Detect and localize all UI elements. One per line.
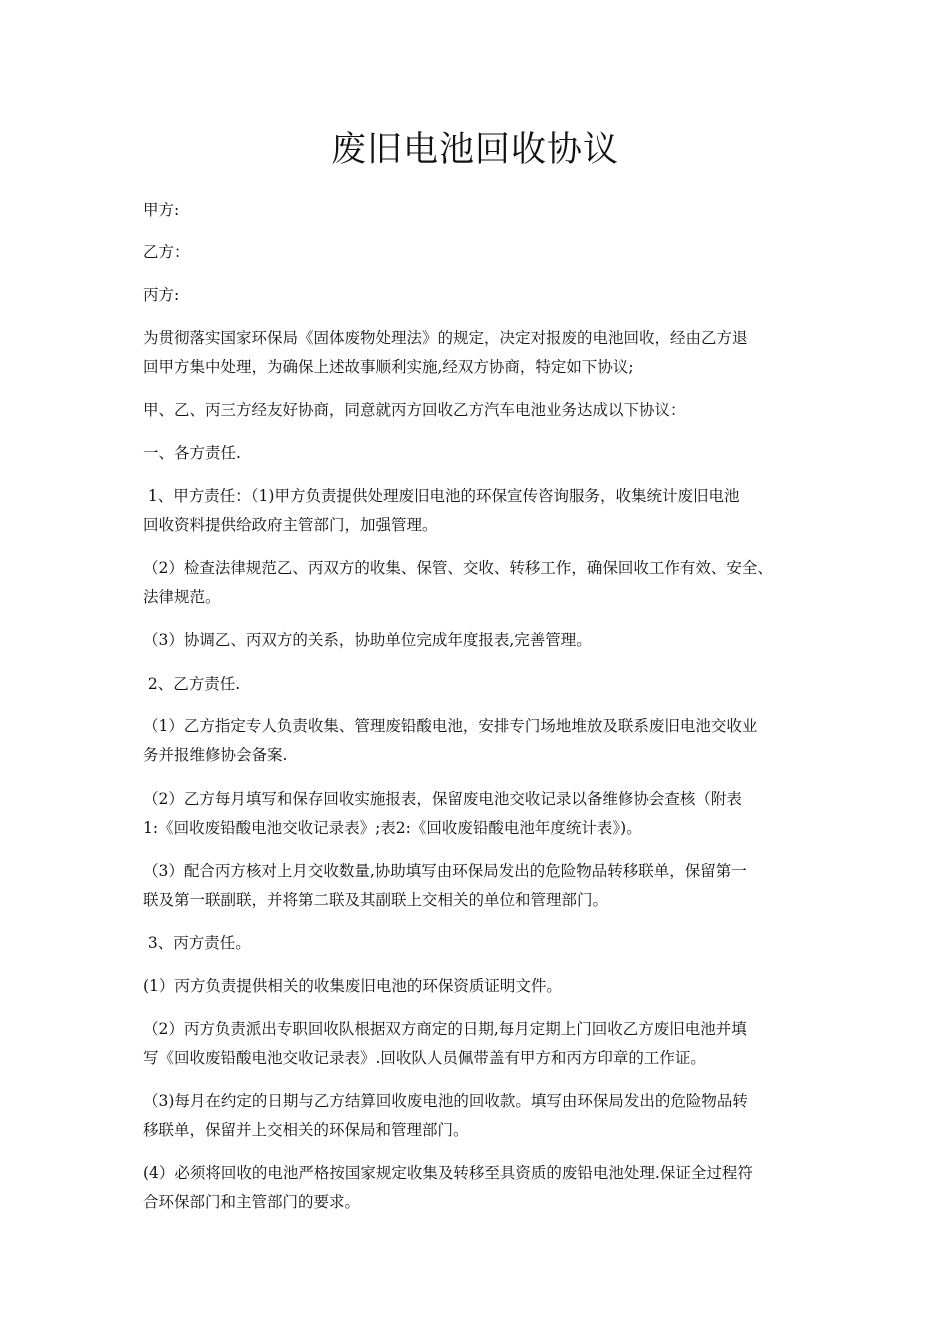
intro-line-2: 回甲方集中处理，为确保上述故事顺利实施,经双方协商，特定如下协议; — [143, 358, 634, 376]
party-a-responsibility-line-1: 1、甲方责任：（1)甲方负责提供处理废旧电池的环保宣传咨询服务，收集统计废旧电池 — [143, 487, 740, 505]
party-b-item-3-line-2: 联及第一联副联，并将第二联及其副联上交相关的单位和管理部门。 — [143, 891, 609, 909]
party-b-heading: 2、乙方责任. — [143, 675, 241, 693]
party-a-item-2-line-2: 法律规范。 — [143, 588, 221, 606]
party-c-label: 丙方: — [143, 286, 180, 304]
party-b-item-3 — [143, 857, 823, 915]
party-c-item-2 — [143, 1015, 823, 1073]
party-a-item-2 — [143, 554, 823, 612]
intro-line-1: 为贯彻落实国家环保局《固体废物处理法》的规定，决定对报废的电池回收，经由乙方退 — [143, 329, 748, 347]
intro-paragraph — [143, 324, 823, 382]
party-c-item-4-line-1: (4）必须将回收的电池严格按国家规定收集及转移至具资质的废铅电池处理.保证全过程符 — [143, 1164, 753, 1182]
party-b-label: 乙方： — [143, 243, 190, 261]
section-1-heading: 一、各方责任. — [143, 444, 241, 462]
party-b-item-2-line-2: 1:《回收废铅酸电池交收记录表》;表2:《回收废铅酸电池年度统计表》)。 — [143, 819, 642, 837]
party-c-item-1: (1）丙方负责提供相关的收集废旧电池的环保资质证明文件。 — [143, 977, 562, 995]
party-a-item-3: （3）协调乙、丙双方的关系，协助单位完成年度报表,完善管理。 — [143, 631, 592, 649]
party-c-item-4-line-2: 合环保部门和主管部门的要求。 — [143, 1193, 361, 1211]
party-b-item-1-line-2: 务并报维修协会备案. — [143, 746, 288, 764]
party-c-heading: 3、丙方责任。 — [143, 934, 251, 952]
party-b-item-1-line-1: （1）乙方指定专人负责收集、管理废铅酸电池，安排专门场地堆放及联系废旧电池交收业 — [143, 717, 758, 735]
party-b-item-1 — [143, 712, 823, 770]
party-c-item-3 — [143, 1087, 823, 1145]
party-b-item-3-line-1: （3）配合丙方核对上月交收数量,协助填写由环保局发出的危险物品转移联单，保留第一 — [143, 862, 747, 880]
party-a-item-2-line-1: （2）检查法律规范乙、丙双方的收集、保管、交收、转移工作，确保回收工作有效、安全、 — [143, 559, 773, 577]
party-c-item-2-line-1: （2）丙方负责派出专职回收队根据双方商定的日期,每月定期上门回收乙方废旧电池并填 — [143, 1020, 747, 1038]
party-a-label: 甲方: — [143, 201, 180, 219]
party-c-item-4 — [143, 1159, 823, 1217]
party-a-responsibility — [143, 482, 823, 540]
party-b-item-2-line-1: （2）乙方每月填写和保存回收实施报表，保留废电池交收记录以备维修协会查核（附表 — [143, 790, 742, 808]
document-title: 废旧电池回收协议 — [330, 130, 619, 170]
party-c-item-3-line-2: 移联单，保留并上交相关的环保局和管理部门。 — [143, 1121, 469, 1139]
party-b-item-2 — [143, 785, 823, 843]
party-a-responsibility-line-2: 回收资料提供给政府主管部门，加强管理。 — [143, 516, 438, 534]
party-c-item-2-line-2: 写《回收废铅酸电池交收记录表》.回收队人员佩带盖有甲方和丙方印章的工作证。 — [143, 1049, 706, 1067]
party-c-item-3-line-1: （3)每月在约定的日期与乙方结算回收废电池的回收款。填写由环保局发出的危险物品转 — [143, 1092, 748, 1110]
agreement-paragraph: 甲、乙、丙三方经友好协商，同意就丙方回收乙方汽车电池业务达成以下协议： — [143, 401, 686, 419]
